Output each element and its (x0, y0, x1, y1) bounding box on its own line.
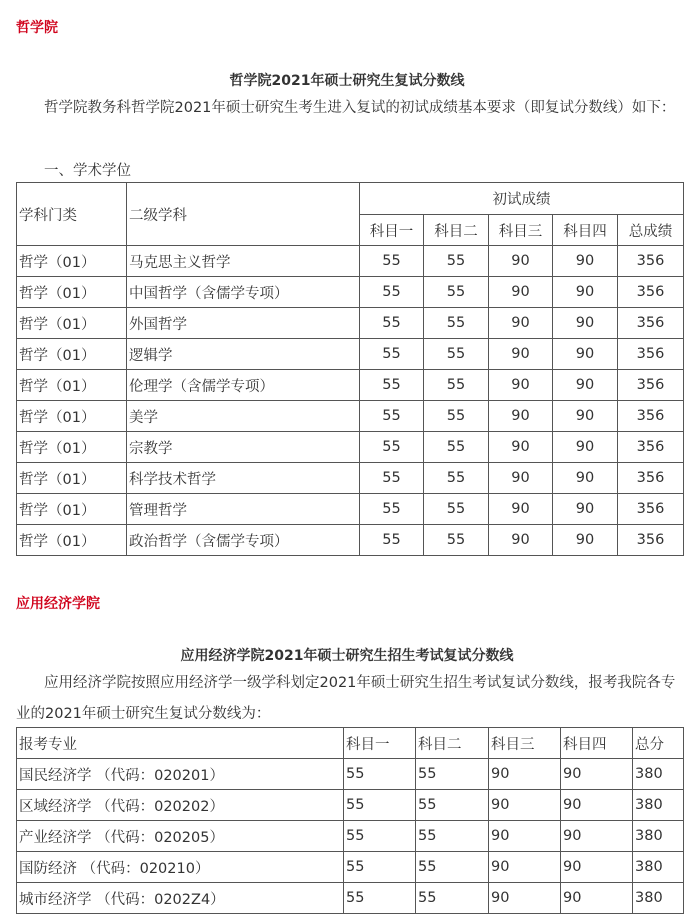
cell-subject: 伦理学（含儒学专项） (127, 370, 360, 401)
cell-score-3: 90 (489, 246, 553, 277)
cell-score-4: 90 (553, 525, 618, 556)
table-row (17, 339, 684, 370)
cell-score-2: 55 (424, 401, 489, 432)
cell-score-2: 55 (424, 432, 489, 463)
cell-score-1: 55 (360, 339, 424, 370)
header-score-2: 科目二 (416, 728, 489, 759)
table-row (17, 883, 684, 914)
cell-category: 哲学（01） (17, 494, 127, 525)
table-row (17, 370, 684, 401)
cell-score-1: 55 (360, 246, 424, 277)
cell-score-1: 55 (344, 759, 416, 790)
header-initial-score-group: 初试成绩 (360, 183, 684, 215)
cell-major: 城市经济学 （代码：0202Z4） (17, 883, 344, 914)
cell-subject: 宗教学 (127, 432, 360, 463)
cell-score-3: 90 (489, 759, 561, 790)
cell-score-1: 55 (360, 308, 424, 339)
score-table-philosophy (16, 182, 684, 556)
header-score-total: 总成绩 (618, 215, 684, 246)
cell-major: 国民经济学 （代码：020201） (17, 759, 344, 790)
table-row (17, 525, 684, 556)
header-score-4: 科目四 (561, 728, 633, 759)
cell-score-1: 55 (344, 790, 416, 821)
cell-score-2: 55 (416, 821, 489, 852)
cell-category: 哲学（01） (17, 339, 127, 370)
intro-paragraph-applied-economics: 应用经济学院按照应用经济学一级学科划定2021年硕士研究生招生考试复试分数线，报考我院各专业的2021年硕士研究生复试分数线为： (16, 675, 676, 722)
cell-score-4: 90 (553, 463, 618, 494)
cell-score-1: 55 (360, 401, 424, 432)
cell-score-3: 90 (489, 883, 561, 914)
cell-score-total: 380 (633, 852, 684, 883)
header-category: 学科门类 (17, 183, 127, 246)
cell-category: 哲学（01） (17, 246, 127, 277)
cell-category: 哲学（01） (17, 525, 127, 556)
cell-category: 哲学（01） (17, 370, 127, 401)
cell-subject: 科学技术哲学 (127, 463, 360, 494)
cell-score-1: 55 (360, 432, 424, 463)
cell-score-2: 55 (424, 277, 489, 308)
cell-score-3: 90 (489, 308, 553, 339)
header-score-3: 科目三 (489, 215, 553, 246)
table-row (17, 759, 684, 790)
cell-category: 哲学（01） (17, 432, 127, 463)
score-table-applied-economics (16, 727, 684, 914)
cell-score-4: 90 (553, 277, 618, 308)
cell-score-2: 55 (424, 463, 489, 494)
header-score-1: 科目一 (344, 728, 416, 759)
cell-score-total: 356 (618, 277, 684, 308)
cell-score-total: 356 (618, 370, 684, 401)
cell-score-total: 356 (618, 308, 684, 339)
table-row (17, 277, 684, 308)
cell-score-3: 90 (489, 401, 553, 432)
cell-score-2: 55 (424, 370, 489, 401)
header-score-2: 科目二 (424, 215, 489, 246)
cell-major: 国防经济 （代码：020210） (17, 852, 344, 883)
cell-major: 区域经济学 （代码：020202） (17, 790, 344, 821)
cell-score-total: 380 (633, 821, 684, 852)
cell-subject: 中国哲学（含儒学专项） (127, 277, 360, 308)
header-score-3: 科目三 (489, 728, 561, 759)
cell-score-1: 55 (344, 883, 416, 914)
cell-score-1: 55 (360, 463, 424, 494)
header-subject: 二级学科 (127, 183, 360, 246)
cell-score-2: 55 (424, 246, 489, 277)
table-row (17, 821, 684, 852)
cell-score-3: 90 (489, 494, 553, 525)
cell-score-3: 90 (489, 277, 553, 308)
header-score-total: 总分 (633, 728, 684, 759)
cell-score-1: 55 (360, 370, 424, 401)
header-score-4: 科目四 (553, 215, 618, 246)
cell-score-4: 90 (553, 246, 618, 277)
cell-score-total: 380 (633, 759, 684, 790)
cell-score-4: 90 (561, 821, 633, 852)
cell-score-1: 55 (344, 852, 416, 883)
cell-score-4: 90 (561, 852, 633, 883)
cell-category: 哲学（01） (17, 277, 127, 308)
cell-score-2: 55 (416, 852, 489, 883)
cell-score-total: 356 (618, 463, 684, 494)
cell-subject: 马克思主义哲学 (127, 246, 360, 277)
cell-score-3: 90 (489, 432, 553, 463)
cell-score-3: 90 (489, 852, 561, 883)
cell-score-1: 55 (360, 494, 424, 525)
cell-major: 产业经济学 （代码：020205） (17, 821, 344, 852)
cell-score-2: 55 (424, 494, 489, 525)
cell-score-3: 90 (489, 525, 553, 556)
cell-score-2: 55 (424, 308, 489, 339)
table-row (17, 463, 684, 494)
cell-subject: 逻辑学 (127, 339, 360, 370)
cell-score-3: 90 (489, 790, 561, 821)
cell-subject: 美学 (127, 401, 360, 432)
cell-score-4: 90 (553, 308, 618, 339)
cell-score-total: 356 (618, 525, 684, 556)
cell-score-1: 55 (360, 277, 424, 308)
intro-paragraph-philosophy: 哲学院教务科哲学院2021年硕士研究生考生进入复试的初试成绩基本要求（即复试分数线）如下： (44, 100, 676, 116)
cell-score-4: 90 (561, 790, 633, 821)
cell-score-4: 90 (561, 759, 633, 790)
doc-title-philosophy: 哲学院2021年硕士研究生复试分数线 (229, 73, 465, 89)
table-row (17, 494, 684, 525)
cell-score-4: 90 (561, 883, 633, 914)
cell-score-3: 90 (489, 339, 553, 370)
cell-category: 哲学（01） (17, 308, 127, 339)
cell-score-3: 90 (489, 821, 561, 852)
cell-score-2: 55 (424, 525, 489, 556)
header-score-1: 科目一 (360, 215, 424, 246)
cell-score-total: 356 (618, 339, 684, 370)
cell-score-3: 90 (489, 370, 553, 401)
cell-score-total: 356 (618, 401, 684, 432)
cell-score-1: 55 (360, 525, 424, 556)
doc-title-applied-economics: 应用经济学院2021年硕士研究生招生考试复试分数线 (180, 648, 514, 664)
cell-subject: 外国哲学 (127, 308, 360, 339)
cell-score-4: 90 (553, 432, 618, 463)
cell-score-total: 380 (633, 790, 684, 821)
section-heading-applied-economics: 应用经济学院 (16, 596, 100, 612)
cell-score-1: 55 (344, 821, 416, 852)
cell-score-4: 90 (553, 339, 618, 370)
cell-score-2: 55 (416, 883, 489, 914)
table-row (17, 401, 684, 432)
cell-category: 哲学（01） (17, 401, 127, 432)
cell-category: 哲学（01） (17, 463, 127, 494)
cell-score-2: 55 (416, 759, 489, 790)
cell-score-4: 90 (553, 401, 618, 432)
section-heading-philosophy: 哲学院 (16, 20, 58, 36)
cell-score-total: 380 (633, 883, 684, 914)
cell-subject: 政治哲学（含儒学专项） (127, 525, 360, 556)
cell-score-2: 55 (416, 790, 489, 821)
cell-score-4: 90 (553, 370, 618, 401)
cell-score-2: 55 (424, 339, 489, 370)
table-row (17, 432, 684, 463)
table-row (17, 308, 684, 339)
table-row (17, 790, 684, 821)
header-major: 报考专业 (17, 728, 344, 759)
subheading-academic-degree: 一、学术学位 (44, 163, 131, 179)
table-row (17, 852, 684, 883)
cell-score-3: 90 (489, 463, 553, 494)
cell-score-total: 356 (618, 246, 684, 277)
cell-score-total: 356 (618, 494, 684, 525)
cell-score-total: 356 (618, 432, 684, 463)
cell-subject: 管理哲学 (127, 494, 360, 525)
table-row (17, 246, 684, 277)
cell-score-4: 90 (553, 494, 618, 525)
